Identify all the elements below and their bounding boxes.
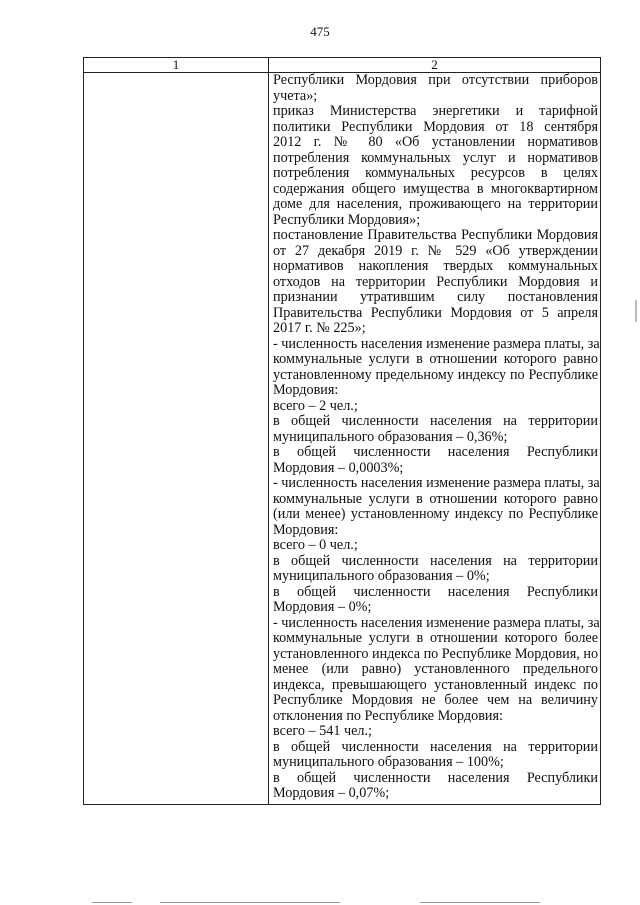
- text-line: менее (или равно) установленного предельного: [273, 661, 598, 677]
- text-line: Мордовия – 0,07%;: [273, 785, 390, 801]
- table-row: [84, 73, 601, 805]
- text-line: муниципального образования – 100%;: [273, 754, 504, 770]
- text-line: всего – 541 чел.;: [273, 723, 372, 739]
- text-line: постановление Правительства Республики Мордовия: [273, 227, 598, 243]
- text-line: в общей численности населения на территории: [273, 552, 598, 569]
- text-line: Мордовия – 0,0003%;: [273, 459, 404, 476]
- text-line: учета»;: [273, 87, 318, 104]
- text-line: потребления коммунальных ресурсов в целях: [273, 165, 598, 181]
- text-line: Мордовия:: [273, 521, 339, 538]
- cell-text: [273, 73, 598, 802]
- text-line: нормативов накопления твердых коммунальных: [273, 258, 598, 274]
- text-line: Мордовия:: [273, 382, 339, 398]
- text-line: всего – 0 чел.;: [273, 537, 358, 553]
- column-1-cell: [84, 73, 269, 805]
- table-header-row: [84, 58, 601, 73]
- text-line: коммунальные услуги в отношении которого равно: [273, 490, 598, 507]
- text-line: Мордовия – 0%;: [273, 599, 372, 615]
- text-line: индекса, превышающего установленный индекс по: [273, 676, 598, 693]
- scan-margin-mark: [635, 300, 637, 322]
- scan-bottom-mark: [160, 902, 340, 903]
- text-line: в общей численности населения Республики: [273, 769, 598, 786]
- page-number: 475: [310, 24, 330, 39]
- text-line: в общей численности населения на территории: [273, 413, 598, 429]
- text-line: Республики Мордовия»;: [273, 211, 421, 228]
- column-header-2: 2: [269, 58, 601, 73]
- text-line: Правительства Республики Мордовия от 5 апреля: [273, 304, 598, 321]
- text-line: муниципального образования – 0,36%;: [273, 428, 508, 445]
- text-line: в общей численности населения Республики: [273, 583, 598, 600]
- text-line: Республике Мордовия не более чем на величину: [273, 692, 598, 708]
- text-line: всего – 2 чел.;: [273, 397, 358, 414]
- text-line: Республики Мордовия при отсутствии приборов: [273, 72, 598, 88]
- text-line: в общей численности населения Республики: [273, 444, 598, 460]
- text-line: отходов на территории Республики Мордовия и: [273, 273, 598, 290]
- text-line: коммунальные услуги в отношении которого равно: [273, 351, 598, 367]
- text-line: приказ Министерства энергетики и тарифной: [273, 103, 598, 119]
- text-line: от 27 декабря 2019 г. № 529 «Об утверждении: [273, 242, 598, 259]
- text-line: коммунальные услуги в отношении которого более: [273, 630, 598, 646]
- text-line: 2012 г. № 80 «Об установлении нормативов: [273, 134, 598, 150]
- text-line: признании утратившим силу постановления: [273, 289, 598, 305]
- text-line: (или менее) установленному индексу по Республике: [273, 506, 598, 522]
- text-line: в общей численности населения на территории: [273, 738, 598, 755]
- scan-bottom-mark: [92, 902, 132, 903]
- document-table: [83, 57, 601, 805]
- text-line: установленному предельному индексу по Республике: [273, 366, 598, 383]
- text-line: доме для населения, проживающего на территории: [273, 196, 598, 212]
- text-line: политики Республики Мордовия от 18 сентября: [273, 118, 598, 135]
- column-header-1: 1: [84, 58, 269, 73]
- scan-bottom-mark: [420, 902, 540, 903]
- text-line: установленного индекса по Республике Мордовия, но: [273, 645, 599, 662]
- text-line: - численность населения изменение размера платы, за: [273, 475, 600, 491]
- text-line: потребления коммунальных услуг и нормативов: [273, 149, 598, 166]
- text-line: - численность населения изменение размера платы, за: [273, 614, 600, 631]
- column-2-cell: [269, 73, 601, 805]
- text-line: содержания общего имущества в многоквартирном: [273, 180, 598, 197]
- text-line: отклонения по Республике Мордовия:: [273, 707, 503, 724]
- text-line: 2017 г. № 225»;: [273, 320, 366, 336]
- text-line: - численность населения изменение размера платы, за: [273, 335, 600, 352]
- text-line: муниципального образования – 0%;: [273, 568, 490, 584]
